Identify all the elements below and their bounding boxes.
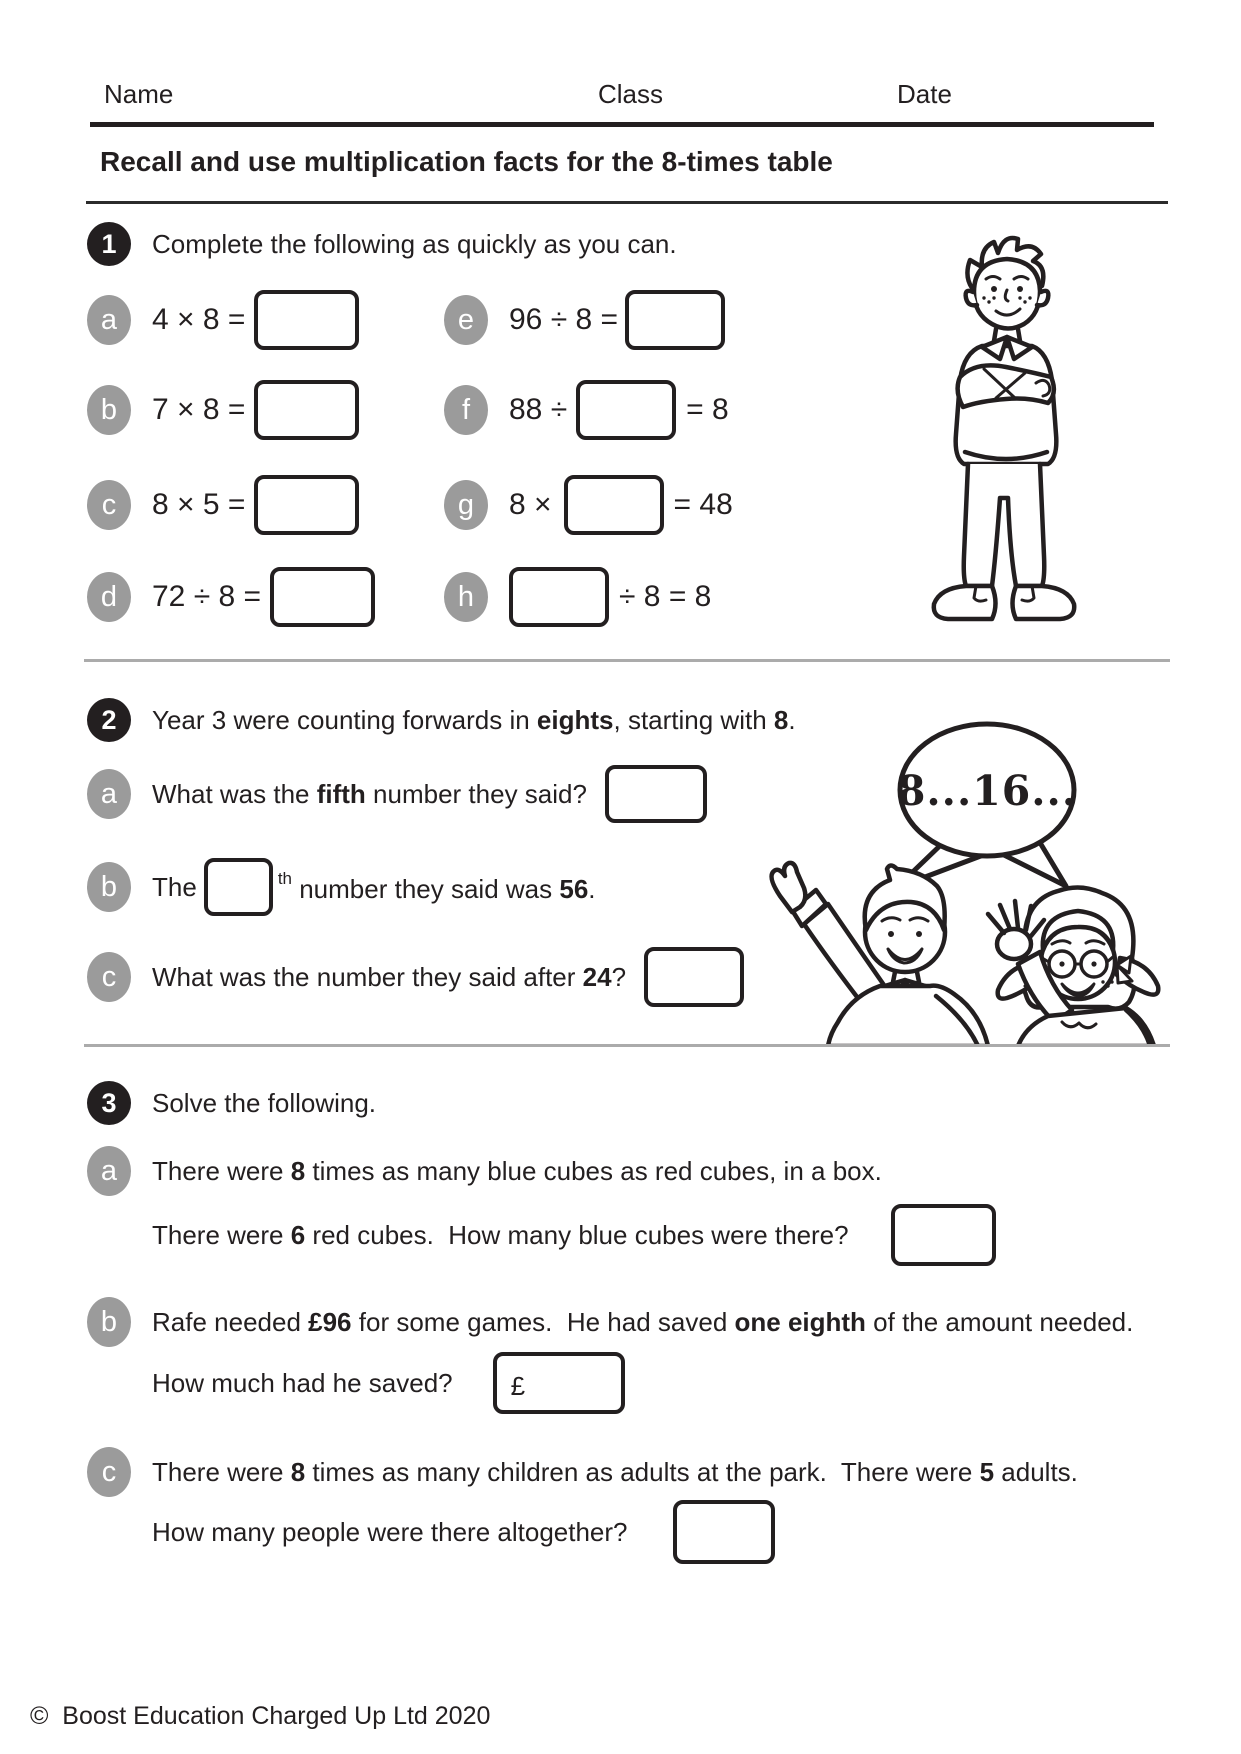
answer-box-1d[interactable] [270,567,375,627]
question-text: There were 8 times as many blue cubes as red cubes, in a box. [152,1155,882,1186]
answer-box-2c[interactable] [644,947,744,1007]
q2-item-b [87,855,596,919]
speech-bubble-text: 8...16... [896,767,1078,815]
answer-box-2b[interactable] [204,858,273,916]
q1-item-e [444,288,725,352]
q3-item-b-line1 [87,1290,1133,1354]
answer-box-1a[interactable] [254,290,359,350]
question-text: There were 6 red cubes. How many blue cubes were there? [152,1219,849,1250]
item-b-badge: b [87,862,131,912]
answer-box-1b[interactable] [254,380,359,440]
header-rule [90,122,1154,127]
expression-post: ÷ 8 = 8 [619,580,712,613]
question-3-heading [87,1071,376,1135]
item-c-badge: c [87,480,131,530]
question-text: How much had he saved? [152,1367,453,1398]
item-b-badge: b [87,385,131,435]
question-text: How many people were there altogether? [152,1516,628,1547]
q1-item-d [87,565,375,629]
section-divider [84,659,1170,662]
question-text: The [152,871,197,902]
expression: 7 × 8 = [152,393,246,426]
answer-box-3b[interactable] [493,1352,625,1414]
q1-item-b [87,378,359,442]
item-c-badge: c [87,1447,131,1497]
q1-item-g [444,473,733,537]
item-b-badge: b [87,1297,131,1347]
q3-item-a-line1 [87,1139,882,1203]
question-2-badge: 2 [87,698,131,742]
item-a-badge: a [87,769,131,819]
question-3-badge: 3 [87,1081,131,1125]
date-label: Date [897,79,952,109]
q3-item-c-line2 [152,1498,775,1566]
answer-box-3a[interactable] [891,1204,996,1266]
question-1-heading [87,212,677,276]
expression: 72 ÷ 8 = [152,580,262,613]
answer-box-1g[interactable] [564,475,664,535]
item-e-badge: e [444,295,488,345]
question-text-continued: $^{th}$ number they said was 56. [277,869,596,904]
title-rule [86,201,1168,204]
item-h-badge: h [444,572,488,622]
expression: 8 × [509,488,552,521]
item-a-badge: a [87,295,131,345]
footer-copyright: © Boost Education Charged Up Ltd 2020 [30,1702,491,1730]
class-label: Class [598,79,664,109]
expression-post: = 8 [686,393,729,426]
q1-item-c [87,473,359,537]
answer-box-1f[interactable] [576,380,676,440]
answer-box-1h[interactable] [509,567,609,627]
boy-pointing-illustration [772,863,988,1044]
kids-counting-illustration [740,690,1180,1044]
question-2-heading [87,688,796,752]
q1-item-a [87,288,359,352]
answer-box-3c[interactable] [673,1500,775,1564]
q3-item-c-line1 [87,1440,1078,1504]
item-f-badge: f [444,385,488,435]
expression: 4 × 8 = [152,303,246,336]
girl-waving-illustration [988,887,1158,1044]
answer-box-2a[interactable] [605,765,707,823]
item-d-badge: d [87,572,131,622]
pound-sign: £ [510,1370,526,1401]
expression: 88 ÷ [509,393,568,426]
name-label: Name [104,79,174,109]
question-2-prompt: Year 3 were counting forwards in eights, starting with 8. [152,704,796,735]
question-1-prompt: Complete the following as quickly as you can. [152,228,677,259]
question-text: What was the fifth number they said? [152,778,587,809]
question-1-badge: 1 [87,222,131,266]
q3-item-b-line2 [152,1351,625,1415]
answer-box-1e[interactable] [625,290,725,350]
boy-arms-crossed-illustration [920,228,1090,632]
q3-item-a-line2 [152,1203,996,1267]
question-text: Rafe needed £96 for some games. He had saved one eighth of the amount needed. [152,1306,1134,1337]
expression-post: = 48 [673,488,733,521]
page-title: Recall and use multiplication facts for the 8-times table [100,146,833,177]
q1-item-f [444,378,729,442]
answer-box-1c[interactable] [254,475,359,535]
item-c-badge: c [87,952,131,1002]
question-3-prompt: Solve the following. [152,1087,377,1118]
q1-item-h [444,565,711,629]
expression: 96 ÷ 8 = [509,303,619,336]
q2-item-a [87,762,707,826]
item-a-badge: a [87,1146,131,1196]
expression: 8 × 5 = [152,488,246,521]
question-text: There were 8 times as many children as adults at the park. There were 5 adults. [152,1456,1078,1487]
section-divider [84,1044,1170,1047]
item-g-badge: g [444,480,488,530]
q2-item-c [87,945,744,1009]
question-text: What was the number they said after 24? [152,961,627,992]
